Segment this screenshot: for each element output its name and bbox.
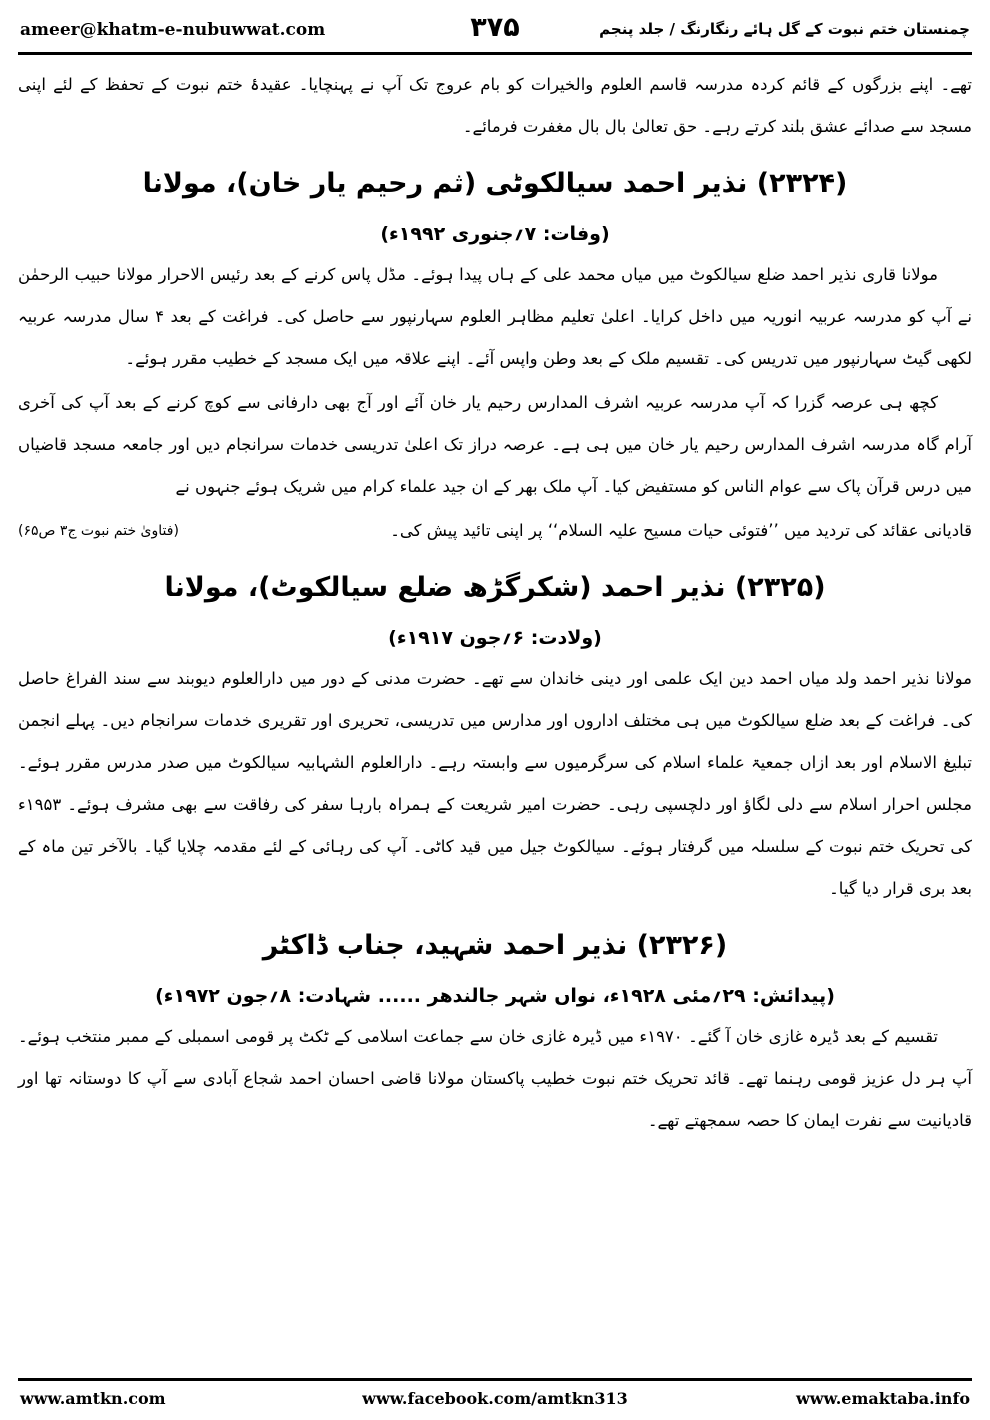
entry-paragraph: مولانا قاری نذیر احمد ضلع سیالکوٹ میں میاں محمد علی کے ہاں پیدا ہوئے۔ مڈل پاس کرنے کے بعد رئیس الاحرار مولانا حبیب الرحمٰن نے آپ کو مدرسہ عربیہ انوریہ میں داخل کرایا۔ اعلیٰ تعلیم مظاہر العلوم سہارنپور سے حاصل کی۔ فراغت کے بعد ۴ سال مدرسہ عربیہ لکھی گیٹ سہارنپور میں تدریس کی۔ تقسیم ملک کے بعد وطن واپس آئے۔ اپنے علاقہ میں ایک مسجد کے خطیب مقرر ہوئے۔ [18,265,972,368]
page-content [18,64,972,1144]
footer-link-center[interactable]: www.facebook.com/amtkn313 [362,1389,628,1408]
entry-dates: (پیدائش: ۲۹؍مئی ۱۹۲۸ء، نواں شہر جالندھر ...... شہادت: ۸؍جون ۱۹۷۲ء) [155,985,835,1007]
page-footer [18,1378,972,1417]
entry-paragraph: کچھ ہی عرصہ گزرا کہ آپ مدرسہ عربیہ اشرف المدارس رحیم یار خان آئے اور آج بھی دارفانی سے کوچ کرنے کے بعد آپ کی آخری آرام گاہ مدرسہ اشرف المدارس رحیم یار خان میں ہی ہے۔ عرصہ دراز تک اعلیٰ تدریسی خدمات سرانجام دیں اور جامعہ مسجد قاضیاں میں درس قرآن پاک سے عوام الناس کو مستفیض کیا۔ آپ ملک بھر کے ان جید علماء کرام میں شریک ہوئے جنہوں نے [18,393,972,496]
entry-heading: (۲۳۲۶) نذیر احمد شہید، جناب ڈاکٹر [262,930,728,961]
footer-link-left[interactable]: www.amtkn.com [20,1389,166,1408]
header-email: ameer@khatm-e-nubuwwat.com [20,20,326,40]
entry-heading: (۲۳۲۴) نذیر احمد سیالکوٹی (ثم رحیم یار خان)، مولانا [142,168,848,199]
page-header [18,8,972,55]
entry-paragraph: مولانا نذیر احمد ولد میاں احمد دین ایک علمی اور دینی خاندان سے تھے۔ حضرت مدنی کے دور میں دارالعلوم دیوبند سے سند الفراغ حاصل کی۔ فراغت کے بعد ضلع سیالکوٹ میں ہی مختلف اداروں اور مدارس میں تدریسی، تحریری اور تقریری خدمات سرانجام دیں۔ پہلے انجمن تبلیغ الاسلام اور بعد ازاں جمعیۃ علماء اسلام کی سرگرمیوں سے وابستہ رہے۔ دارالعلوم الشہابیہ سیالکوٹ میں صدر مدرس مقرر ہوئے۔ مجلس احرار اسلام سے دلی لگاؤ اور دلچسپی رہی۔ حضرت امیر شریعت کے ہمراہ بارہا سفر کی رفاقت سے بھی مشرف ہوئے۔ ۱۹۵۳ء کی تحریک ختم نبوت کے سلسلہ میں گرفتار ہوئے۔ سیالکوٹ جیل میں قید کاٹی۔ آپ کی رہائی کے لئے مقدمہ چلایا گیا۔ بالآخر تین ماہ کے بعد بری قرار دیا گیا۔ [18,669,972,898]
entry-heading: (۲۳۲۵) نذیر احمد (شکرگڑھ ضلع سیالکوٹ)، مولانا [164,572,826,603]
entry-dates: (وفات: ۷؍جنوری ۱۹۹۲ء) [380,223,610,245]
continuation-paragraph: تھے۔ اپنے بزرگوں کے قائم کردہ مدرسہ قاسم العلوم والخیرات کو بام عروج تک آپ نے پہنچایا۔ عقیدۂ ختم نبوت کے تحفظ کے لئے اپنی مسجد سے صدائے عشق بلند کرتے رہے۔ حق تعالیٰ بال بال مغفرت فرمائے۔ [18,75,972,136]
closing-text: قادیانی عقائد کی تردید میں ’’فتوئی حیات مسیح علیہ السلام‘‘ پر اپنی تائید پیش کی۔ [390,521,972,540]
book-title: چمنستان ختم نبوت کے گل ہائے رنگارنگ / جلد پنجم [599,20,970,38]
reference-citation: (فتاویٰ ختم نبوت ج۳ ص۶۵) [18,523,179,539]
closing-line [18,510,972,552]
entry-paragraph: تقسیم کے بعد ڈیرہ غازی خان آ گئے۔ ۱۹۷۰ء میں ڈیرہ غازی خان سے جماعت اسلامی کے ٹکٹ پر قومی اسمبلی کے ممبر منتخب ہوئے۔ آپ ہر دل عزیز قومی رہنما تھے۔ قائد تحریک ختم نبوت خطیب پاکستان مولانا قاضی احسان احمد شجاع آبادی سے آپ کا دوستانہ تھا اور قادیانیت سے نفرت ایمان کا حصہ سمجھتے تھے۔ [18,1027,972,1130]
footer-link-right[interactable]: www.emaktaba.info [796,1389,970,1408]
entry-dates: (ولادت: ۶؍جون ۱۹۱۷ء) [388,627,602,649]
page-number: ۳۷۵ [470,12,520,43]
